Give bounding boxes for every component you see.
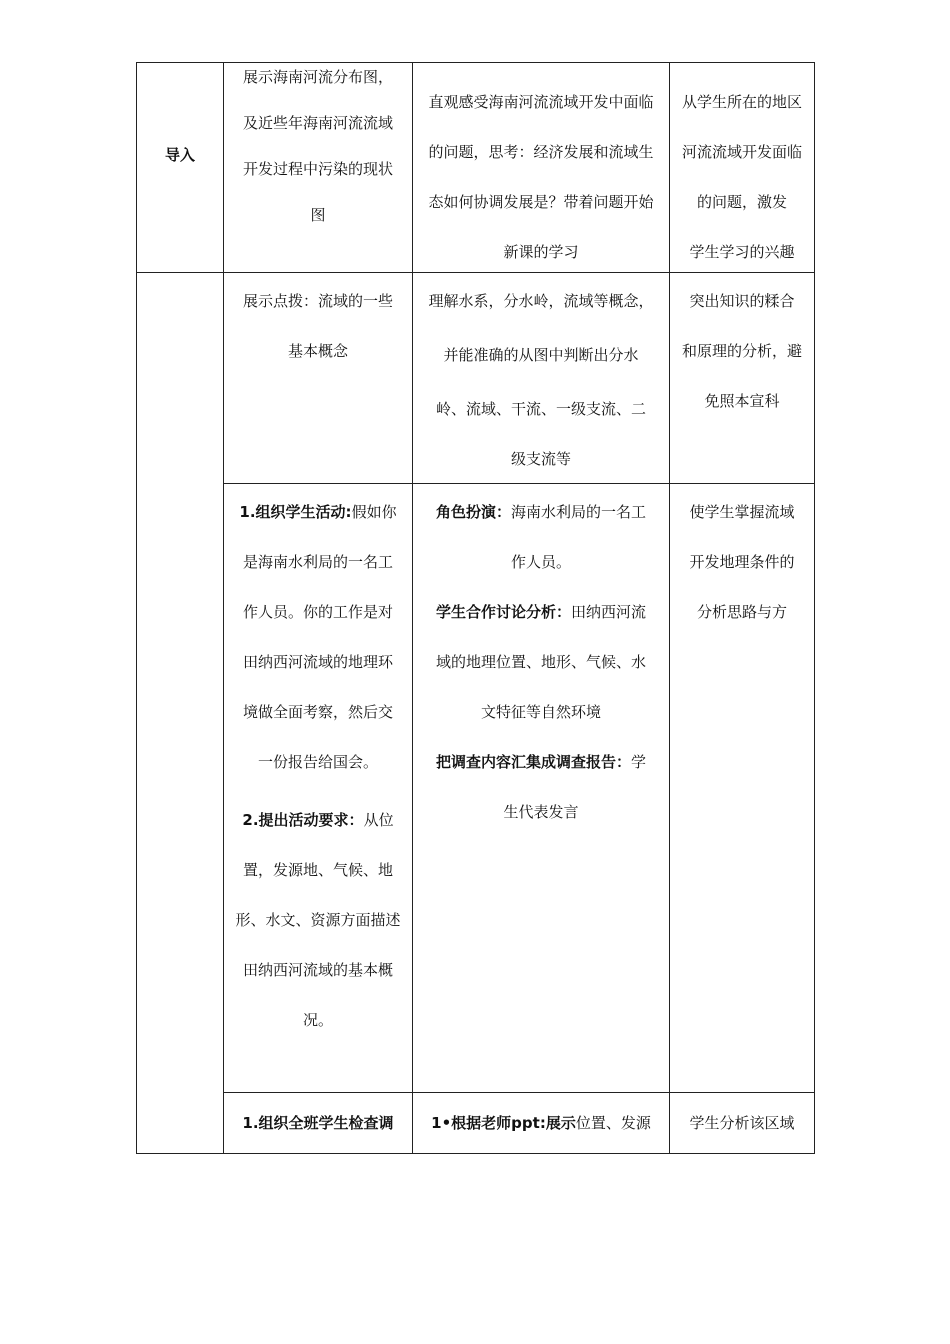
teacher-cell-4 [224,1098,412,1148]
text-line: 新课的学习 [503,243,579,261]
text-line: 学生分析该区域 [689,1114,795,1132]
teacher-cell-3 [224,487,412,1045]
table-border-left [136,62,137,1154]
text-line [415,1098,667,1148]
role-play-lead: 角色扮演： [435,503,511,521]
intent-cell-3 [670,487,814,637]
text-span: 学 [631,753,647,771]
text-line: 境做全面考察，然后交 [242,703,393,721]
report-lead: 把调查内容汇集成调查报告： [435,753,631,771]
student-cell-1 [413,77,669,277]
text-line: 级支流等 [510,450,571,468]
text-line: 的问题，思考：经济发展和流域生 [428,143,654,161]
text-line: 开发地理条件的 [689,553,795,571]
text-line: 生代表发言 [503,803,579,821]
text-line: 作人员。你的工作是对 [242,603,393,621]
teacher-cell-1 [224,52,412,240]
text-line: 态如何协调发展是？带着问题开始 [428,193,654,211]
text-line: 况。 [302,1011,333,1029]
text-line [415,487,667,537]
text-line: 是海南水利局的一名工 [242,553,393,571]
text-line [415,587,667,637]
text-line: 学生学习的兴趣 [689,243,795,261]
text-span: 田纳西河流 [571,603,647,621]
text-span: 从位 [363,811,394,829]
activity-lead-2: 2.提出活动要求： [242,811,364,829]
text-line: 免照本宣科 [704,392,780,410]
text-span: 海南水利局的一名工 [511,503,647,521]
text-line: 分析思路与方 [696,603,787,621]
teacher-cell-2 [224,276,412,376]
text-line: 开发过程中污染的现状 [242,160,393,178]
student-cell-2 [413,276,669,484]
text-line: 直观感受海南河流流域开发中面临 [428,93,654,111]
intent-cell-4 [670,1098,814,1148]
text-line: 基本概念 [287,342,348,360]
table-border-right [814,62,815,1154]
lesson-plan-table [136,62,815,1154]
text-line: 岭、流域、干流、一级支流、二 [435,400,646,418]
text-line: 理解水系，分水岭，流域等概念， [428,292,654,310]
student-cell-3 [413,487,669,837]
ppt-lead: 1•根据老师ppt:展示 [431,1114,576,1132]
text-line: 域的地理位置、地形、气候、水 [435,653,646,671]
intent-cell-2 [670,276,814,426]
text-line: 田纳西河流域的基本概 [242,961,393,979]
text-line: 一份报告给国会。 [257,753,378,771]
text-line: 突出知识的糅合 [689,292,795,310]
text-line [230,487,406,537]
text-line: 及近些年海南河流流域 [242,114,393,132]
text-line: 作人员。 [510,553,571,571]
discussion-lead: 学生合作讨论分析： [435,603,571,621]
student-cell-4 [413,1098,669,1148]
text-line [230,795,406,845]
text-line: 田纳西河流域的地理环 [242,653,393,671]
stage-label: 导入 [164,146,195,164]
text-span: 位置、发源 [575,1114,651,1132]
text-line: 的问题，激发 [696,193,787,211]
text-line: 图 [310,206,326,224]
text-line: 从学生所在的地区 [681,93,802,111]
text-line: 使学生掌握流域 [689,503,795,521]
text-line: 河流流域开发面临 [681,143,802,161]
text-line: 和原理的分析，避 [681,342,802,360]
text-line: 1.组织全班学生检查调 [242,1114,394,1132]
text-line: 展示点拨：流域的一些 [242,292,393,310]
text-line [415,737,667,787]
text-span: 假如你 [351,503,397,521]
stage-cell-intro [137,145,223,165]
activity-lead-1: 1.组织学生活动: [239,503,352,521]
text-line: 置，发源地、气候、地 [242,861,393,879]
text-line: 形、水文、资源方面描述 [235,911,401,929]
row-divider-3 [223,1092,815,1093]
table-border-bottom [136,1153,815,1154]
intent-cell-1 [670,77,814,277]
text-line: 展示海南河流分布图， [242,68,393,86]
text-line: 文特征等自然环境 [480,703,601,721]
text-line: 并能准确的从图中判断出分水 [443,346,639,364]
